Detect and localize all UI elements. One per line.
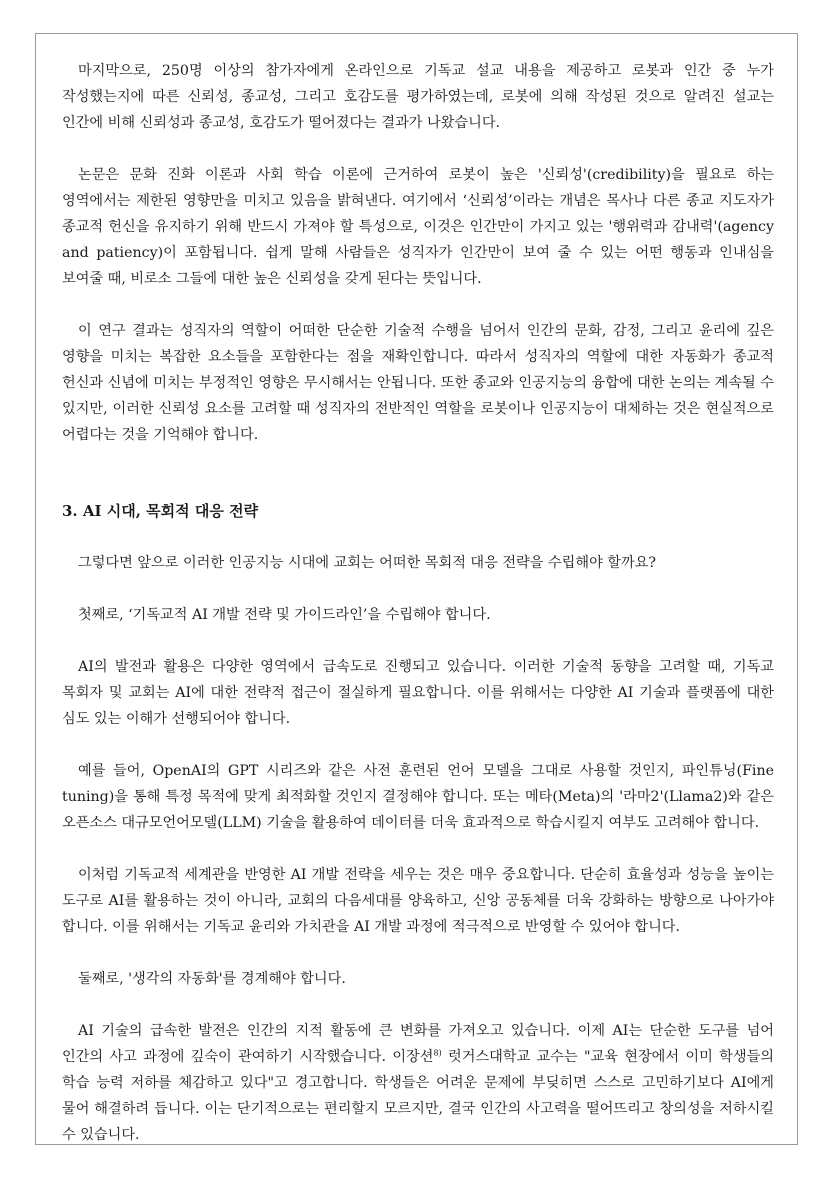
- paragraph-example-models: 예를 들어, OpenAI의 GPT 시리즈와 같은 사전 훈련된 언어 모델을 그대로 사용할 것인지, 파인튜닝(Fine tuning)을 통해 특정 목적에 맞게 최적화할 것인지 결정해야 합니다. 또는 메타(Meta)의 '라마2'(Llama2)와 같은 오픈소스 대규모언어모델(LLM) 기술을 활용하여 데이터를 더욱 효과적으로 학습시킬지 여부도 고려해야 합니다.: [62, 763, 774, 831]
- paragraph-ai-development: AI의 발전과 활용은 다양한 영역에서 급속도로 진행되고 있습니다. 이러한 기술적 동향을 고려할 때, 기독교 목회자 및 교회는 AI에 대한 전략적 접근이 절실하게 필요합니다. 이를 위해서는 다양한 AI 기술과 플랫폼에 대한 심도 있는 이해가 선행되어야 합니다.: [62, 659, 774, 727]
- paragraph-clergy-role: 이 연구 결과는 성직자의 역할이 어떠한 단순한 기술적 수행을 넘어서 인간의 문화, 감정, 그리고 윤리에 깊은 영향을 미치는 복잡한 요소들을 포함한다는 점을 재확인합니다. 따라서 성직자의 역할에 대한 자동화가 종교적 헌신과 신념에 미치는 부정적인 영향은 무시해서는 안됩니다. 또한 종교와 인공지능의 융합에 대한 논의는 계속될 수 있지만, 이러한 신뢰성 요소를 고려할 때 성직자의 전반적인 역할을 로봇이나 인공지능이 대체하는 것은 현실적으로 어렵다는 것을 기억해야 합니다.: [62, 323, 774, 443]
- paragraph-thought-automation: [62, 1018, 774, 1148]
- paragraph-credibility: 논문은 문화 진화 이론과 사회 학습 이론에 근거하여 로봇이 높은 '신뢰성'(credibility)을 필요로 하는 영역에서는 제한된 영향만을 미치고 있음을 밝혀낸다. 여기에서 ‘신뢰성’이라는 개념은 목사나 다른 종교 지도자가 종교적 헌신을 유지하기 위해 반드시 가져야 할 특성으로, 이것은 인간만이 가지고 있는 '행위력과 감내력'(agency and patiency)이 포함됩니다. 쉽게 말해 사람들은 성직자가 인간만이 보여 줄 수 있는 어떤 행동과 인내심을 보여줄 때, 비로소 그들에 대한 높은 신뢰성을 갖게 된다는 뜻입니다.: [62, 167, 774, 287]
- paragraph-christian-worldview: 이처럼 기독교적 세계관을 반영한 AI 개발 전략을 세우는 것은 매우 중요합니다. 단순히 효율성과 성능을 높이는 도구로 AI를 활용하는 것이 아니라, 교회의 다음세대를 양육하고, 신앙 공동체를 더욱 강화하는 방향으로 나아가야 합니다. 이를 위해서는 기독교 윤리와 가치관을 AI 개발 과정에 적극적으로 반영할 수 있어야 합니다.: [62, 867, 774, 935]
- footnote-marker[interactable]: 8): [433, 1048, 442, 1058]
- section-heading: 3. AI 시대, 목회적 대응 전략: [62, 502, 259, 520]
- paragraph-text-start: AI 기술의 급속한 발전은 인간의 지적 활동에 큰 변화를 가져오고 있습니다. 이제 AI는 단순한 도구를 넘어 인간의 사고 과정에 깊숙이 관여하기 시작했습니다. 이장션: [62, 1023, 774, 1065]
- paragraph-text-end: 럿거스대학교 교수는 "교육 현장에서 이미 학생들의 학습 능력 저하를 체감하고 있다"고 경고합니다. 학생들은 어려운 문제에 부딪히면 스스로 고민하기보다 AI에게 물어 해결하려 듭니다. 이는 단기적으로는 편리할지 모르지만, 결국 인간의 사고력을 떨어뜨리고 창의성을 저하시킬 수 있습니다.: [62, 1049, 774, 1143]
- paragraph-second-strategy: 둘째로, '생각의 자동화'를 경계해야 합니다.: [78, 971, 346, 987]
- document-body: [62, 58, 774, 1148]
- paragraph-first-strategy: 첫째로, ‘기독교적 AI 개발 전략 및 가이드라인’을 수립해야 합니다.: [78, 607, 491, 623]
- paragraph-survey-results: 마지막으로, 250명 이상의 참가자에게 온라인으로 기독교 설교 내용을 제공하고 로봇과 인간 중 누가 작성했는지에 따른 신뢰성, 종교성, 그리고 호감도를 평가하였는데, 로봇에 의해 작성된 것으로 알려진 설교는 인간에 비해 신뢰성과 종교성, 호감도가 떨어졌다는 결과가 나왔습니다.: [62, 63, 774, 131]
- paragraph-question: 그렇다면 앞으로 이러한 인공지능 시대에 교회는 어떠한 목회적 대응 전략을 수립해야 할까요?: [78, 555, 657, 571]
